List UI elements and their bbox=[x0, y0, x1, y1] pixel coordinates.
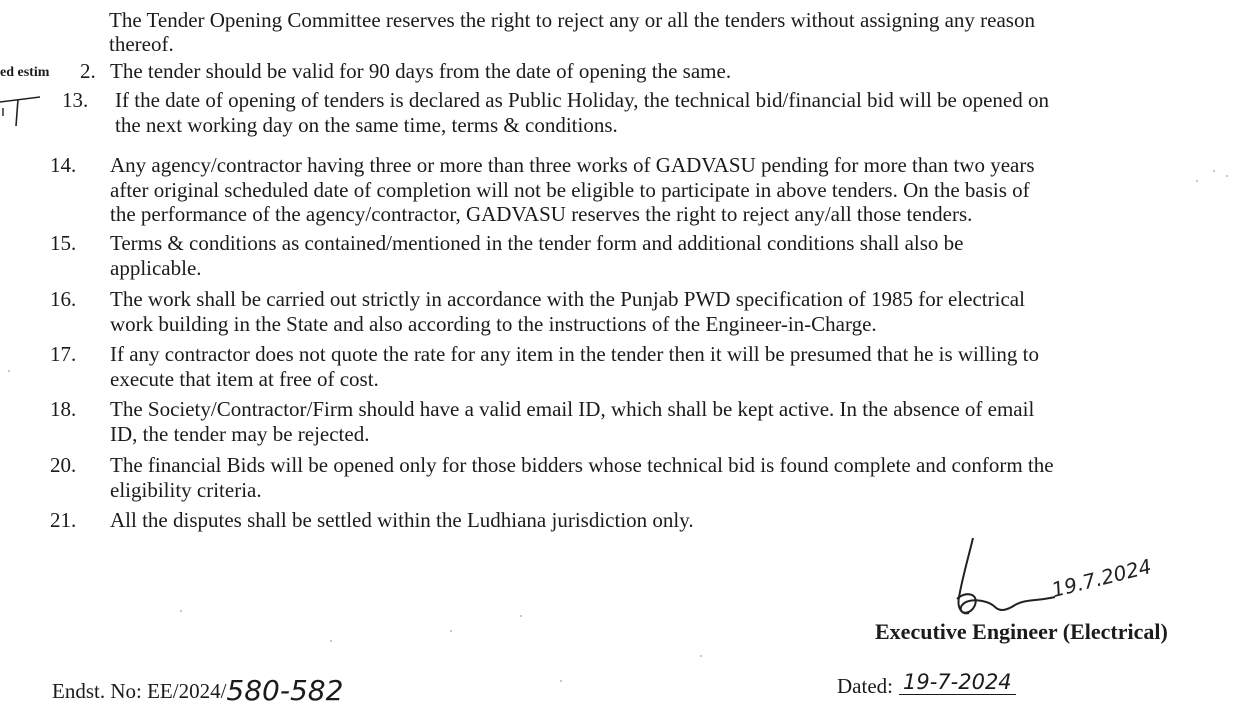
item-line: All the disputes shall be settled within the Ludhiana jurisdiction only. bbox=[110, 508, 694, 532]
margin-mark-icon bbox=[0, 96, 60, 128]
scan-speck bbox=[180, 610, 182, 612]
item-line: The Society/Contractor/Firm should have a valid email ID, which shall be kept active. In the absence of email bbox=[110, 397, 1035, 421]
scan-speck bbox=[1196, 180, 1198, 182]
item-line: If any contractor does not quote the rate for any item in the tender then it will be presumed that he is willing to bbox=[110, 342, 1039, 366]
continuation-line-1: The Tender Opening Committee reserves the right to reject any or all the tenders without assigning any reason bbox=[109, 8, 1035, 32]
item-line: The tender should be valid for 90 days from the date of opening the same. bbox=[110, 59, 732, 83]
dated-label: Dated: bbox=[837, 674, 893, 698]
item-number: 2. bbox=[80, 59, 96, 83]
item-number: 17. bbox=[50, 342, 77, 366]
item-line: after original scheduled date of completion will not be eligible to participate in above tenders. On the basis of bbox=[110, 177, 1030, 202]
dated-value: 19-7-2024 bbox=[899, 670, 1016, 695]
item-line: Terms & conditions as contained/mentioned in the tender form and additional conditions shall also be bbox=[110, 231, 964, 255]
scan-speck bbox=[8, 370, 10, 372]
item-text bbox=[110, 342, 1194, 391]
item-line: work building in the State and also according to the instructions of the Engineer-in-Charge. bbox=[110, 311, 877, 336]
item-number: 20. bbox=[50, 453, 77, 477]
scan-speck bbox=[1213, 170, 1215, 172]
item-text bbox=[110, 231, 1194, 280]
margin-fragment: ed estim bbox=[0, 65, 50, 80]
item-number: 21. bbox=[50, 508, 77, 532]
continuation-line-2: thereof. bbox=[109, 32, 174, 56]
scan-speck bbox=[330, 640, 332, 642]
item-line: If the date of opening of tenders is declared as Public Holiday, the technical bid/financial bid will be opened on bbox=[115, 88, 1050, 112]
item-line: The work shall be carried out strictly in accordance with the Punjab PWD specification of 1985 for electrical bbox=[110, 287, 1025, 311]
dated-line bbox=[837, 670, 1016, 699]
item-line: the next working day on the same time, terms & conditions. bbox=[115, 112, 618, 137]
item-line: Any agency/contractor having three or more than three works of GADVASU pending for more than two years bbox=[110, 153, 1035, 177]
scan-speck bbox=[1226, 175, 1228, 177]
item-text bbox=[110, 453, 1194, 502]
endorsement-number bbox=[52, 672, 343, 705]
item-number: 15. bbox=[50, 231, 77, 255]
item-line: eligibility criteria. bbox=[110, 477, 262, 502]
item-number: 16. bbox=[50, 287, 77, 311]
scan-speck bbox=[700, 655, 702, 657]
item-text bbox=[115, 88, 1194, 137]
endorsement-label: Endst. No: EE/2024/ bbox=[52, 679, 227, 703]
item-number: 14. bbox=[50, 153, 77, 177]
designation: Executive Engineer (Electrical) bbox=[875, 619, 1168, 644]
item-text bbox=[110, 59, 1194, 84]
scan-speck bbox=[520, 615, 522, 617]
item-text bbox=[110, 153, 1194, 227]
item-text bbox=[110, 287, 1194, 336]
scan-speck bbox=[450, 630, 452, 632]
item-line: ID, the tender may be rejected. bbox=[110, 421, 370, 446]
item-text bbox=[110, 397, 1194, 446]
item-line: The financial Bids will be opened only for those bidders whose technical bid is found complete and conform the bbox=[110, 453, 1054, 477]
item-line: applicable. bbox=[110, 255, 202, 280]
item-line: the performance of the agency/contractor, GADVASU reserves the right to reject any/all those tenders. bbox=[110, 202, 973, 226]
item-number: 18. bbox=[50, 397, 77, 421]
item-text bbox=[110, 508, 1194, 533]
endorsement-handwritten-number: 580-582 bbox=[226, 674, 344, 707]
signature-date: 19.7.2024 bbox=[1049, 554, 1154, 602]
scan-speck bbox=[560, 680, 562, 682]
item-line: execute that item at free of cost. bbox=[110, 366, 379, 391]
item-number: 13. bbox=[62, 88, 89, 112]
